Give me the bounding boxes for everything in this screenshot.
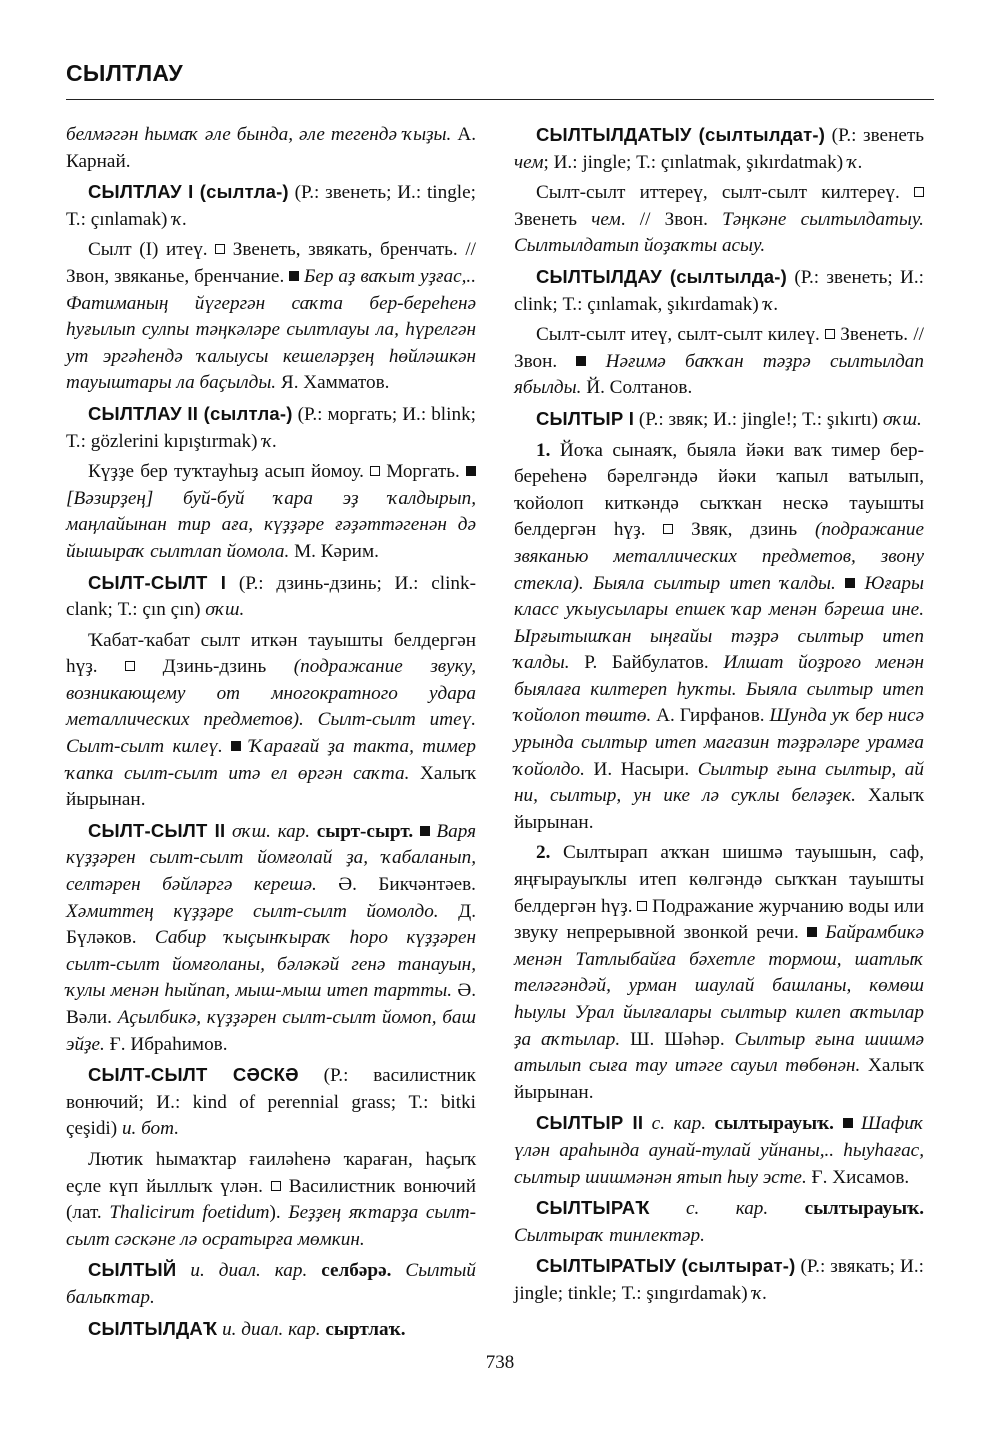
entry-text: [413, 821, 420, 842]
bold-reference: сырт-сырт.: [316, 820, 414, 842]
entry-text: Халыҡ йырынан.: [514, 1055, 924, 1103]
entry-text: Ғ. Ибраһимов.: [109, 1033, 228, 1055]
dictionary-entry: [514, 122, 924, 176]
italic-text: Варя күҙҙәрен сылт-сылт йомғолай ҙа, ҡабаланып, селтәрен бәйләргә керешә.: [66, 820, 476, 896]
headword: СЫЛТЫР II: [536, 1112, 644, 1134]
entry-text: [834, 1113, 843, 1134]
italic-text: Илшат йоҙроғо менән быялаға килтереп һуҡты. Быяла сылтыр итеп ҡойолоп төштө.: [514, 652, 924, 727]
dictionary-entry: [66, 122, 476, 175]
entry-text: Йоҡа сынаяҡ, быяла йәки ваҡ тимер бер-береһенә бәрелгәндә йәки ҡапыл ватылып, ҡойолоп киткәндә сыҡҡан нескә тауышты белдергән һүҙ.: [514, 439, 924, 541]
open-square-icon: [825, 329, 835, 339]
page-number: 738: [485, 1352, 515, 1373]
italic-text: Аҫылбикә, күҙҙәрен сылт-сылт йомоп, баш эйҙе.: [66, 1007, 476, 1055]
italic-text: чем: [514, 151, 544, 173]
italic-text: Бер аҙ ваҡыт уҙғас,.. Фатиманың йүгергән саҡта бер-береһенә һуғылып сулпы тәңкәләре сылтлауы ла, һүрелгән ут эргәһендә ҡалыусы кешеләрҙең һөйләшкән тауыштары ла баҫылды.: [66, 265, 476, 394]
dictionary-entry: [66, 1147, 476, 1253]
filled-square-icon: [807, 927, 817, 937]
entry-text: (Р.: звенеть; И.: clink; Т.: çınlamak, şıkırdamak): [514, 266, 924, 315]
italic-text: с. кар.: [649, 1198, 805, 1220]
entry-text: Подражание журчанию воды или звуку непрерывной звонкой речи.: [514, 895, 924, 944]
entry-text: Сылт-сылт иттереү, сылт-сылт килтереү.: [536, 182, 914, 204]
italic-text: ҡ.: [763, 293, 779, 315]
italic-text: ҡ.: [752, 1282, 768, 1304]
headword: СЫЛТЫРАҠ: [536, 1197, 650, 1219]
entry-text: Звяк, дзинь: [673, 519, 815, 541]
dictionary-entry: [66, 1316, 476, 1344]
open-square-icon: [663, 524, 673, 534]
headword: СЫЛТ-СЫЛТ II: [88, 819, 226, 841]
filled-square-icon: [466, 466, 476, 476]
italic-text: и. бот.: [121, 1118, 180, 1140]
entry-text: ; И.: jingle; Т.: çınlatmak, şıkırdatmak): [543, 151, 848, 173]
entry-text: . // Звон.: [620, 208, 723, 230]
entry-text: (Р.: звяк; И.: jingle!; Т.: şıkırtı): [634, 408, 883, 430]
entry-text: Я. Хамматов.: [280, 372, 390, 394]
headword: СЫЛТЫЛДАҠ: [88, 1317, 218, 1339]
dictionary-entry: [514, 406, 924, 434]
italic-text: и. диал. кар.: [217, 1318, 326, 1340]
headword: СЫЛТЛАУ II (сылтла-): [88, 402, 293, 424]
bold-reference: селбәрә.: [321, 1260, 392, 1282]
right-column: [514, 122, 924, 1312]
italic-text: Беҙҙең яҡтарҙа сылт-сылт сәскәне лә осратырға мөмкин.: [66, 1202, 476, 1250]
open-square-icon: [914, 187, 924, 197]
italic-text: Сылтыр ғына сылтыр, ай ни, сылтыр, ун ике лә суҡлы беләҙек.: [514, 758, 924, 807]
entry-text: Дзинь-дзинь: [135, 656, 294, 678]
open-square-icon: [215, 244, 225, 254]
italic-text: Сылтыраҡ тинлектәр.: [514, 1224, 705, 1246]
entry-text: Халыҡ йырынан.: [514, 785, 924, 833]
italic-text: Шафиҡ үлән араһында аунай-тулай уйнаны,.. һыуһағас, сылтыр шишмәнән ятып һыу эсте.: [514, 1113, 924, 1188]
dictionary-entry: [514, 322, 924, 402]
italic-text: (подражание звуку, возникающему от многократного удара металлических предметов). Сылт-сылт итеү. Сылт-сылт килеү.: [66, 656, 476, 758]
entry-text: Лютик һымаҡтар ғаиләһенә ҡараған, һаҫыҡ еҫле күп йыллыҡ үлән.: [66, 1148, 476, 1197]
entry-text: А. Гирфанов.: [656, 705, 770, 727]
dictionary-entry: [66, 401, 476, 455]
entry-text: Ш. Шәһәр.: [630, 1028, 735, 1050]
italic-text: Байрамбикә менән Татлыбайға бәхетле тормош, шатлыҡ теләгәндәй, урман шаулай башланы, көмөш һыулы Урал йылғалары сылтыр килеп аҡтылар ҙа аҡтылар.: [514, 922, 924, 1050]
italic-text: ҡ.: [172, 208, 188, 230]
headword: СЫЛТ-СЫЛТ I: [88, 571, 227, 593]
dictionary-entry: [514, 840, 924, 1106]
headword: СЫЛТ-СЫЛТ СӘСКӘ: [88, 1064, 299, 1086]
dictionary-entry: [66, 179, 476, 233]
headword: СЫЛТЫЙ: [88, 1259, 177, 1281]
filled-square-icon: [420, 826, 430, 836]
italic-text: Ҡарағай ҙа такта, тимер ҡапка сылт-сылт итә ел өргән саҡта.: [66, 736, 476, 784]
filled-square-icon: [845, 578, 855, 588]
italic-text: Сабир ҡыҫынҡыраҡ һоро күҙҙәрен сылт-сылт йомғоланы, бәләкәй генә танауын, ҡулы менән һыйпап, мыш-мыш итеп тартты.: [66, 927, 476, 1002]
running-head: СЫЛТЛАУ: [66, 60, 184, 86]
entry-text: Р. Байбулатов.: [584, 652, 724, 674]
bold-reference: сыртлаҡ.: [325, 1318, 406, 1340]
entry-text: (Р.: василистник вонючий; И.: kind of perennial grass; Т.: bitki çeşidi): [66, 1065, 477, 1140]
italic-text: чем: [591, 208, 621, 230]
entry-text: Ғ. Хисамов.: [811, 1166, 910, 1188]
italic-text: ҡ.: [262, 430, 278, 452]
italic-text: Тәңкәне сылтылдатыу. Сылтылдатып йоҙаҡты асыу.: [514, 208, 924, 257]
bold-reference: сылтырауыҡ.: [804, 1198, 924, 1220]
open-square-icon: [637, 901, 647, 911]
entry-text: Звенеть, звякать, бренчать. // Звон, звяканье, бренчание.: [66, 239, 476, 287]
entry-text: Ҡабат-ҡабат сылт иткән тауышты белдергән һүҙ.: [66, 629, 476, 678]
headword: СЫЛТЛАУ I (сылтла-): [88, 181, 289, 203]
italic-text: Нәғимә баҡҡан тәҙрә сылтылдап ябылды.: [514, 350, 924, 399]
headword: СЫЛТЫЛДАТЫУ (сылтылдат-): [536, 124, 826, 145]
italic-text: оҡш.: [205, 599, 245, 621]
entry-text: ).: [269, 1202, 289, 1224]
entry-text: Сылтырап аҡҡан шишмә тауышын, саф, яңғырауыҡлы итеп көлгәндә сыҡҡан тауышты белдергән һүҙ.: [514, 842, 924, 917]
entry-text: Звенеть: [514, 208, 592, 230]
filled-square-icon: [576, 356, 586, 366]
left-column: [66, 122, 476, 1347]
dictionary-entry: [66, 237, 476, 397]
headword: СЫЛТЫРАТЫУ (сылтырат-): [536, 1255, 796, 1277]
headword: СЫЛТЫР I: [536, 407, 635, 429]
italic-text: Сылтый балыҡтар.: [66, 1260, 476, 1308]
filled-square-icon: [843, 1118, 853, 1128]
dictionary-entry: [514, 1195, 924, 1249]
entry-text: Ә. Бикчәнтәев.: [338, 874, 476, 896]
open-square-icon: [125, 661, 135, 671]
italic-text: Шунда уҡ бер нисә урында сылтыр итеп магазин тәҙрәләре урамға ҡойолдо.: [514, 705, 924, 780]
entry-text: Сылт (I) итеү.: [88, 239, 216, 261]
entry-text: (Р.: звякать; И.: jingle; tinkle; Т.: şıngırdamak): [514, 1256, 924, 1304]
italic-text: с. кар.: [643, 1113, 715, 1135]
filled-square-icon: [289, 271, 299, 281]
entry-text: Звенеть. // Звон.: [514, 324, 924, 372]
dictionary-entry: [66, 1257, 476, 1311]
header-rule: [66, 99, 934, 100]
dictionary-entry: [514, 180, 924, 260]
bold-reference: 2.: [536, 842, 551, 864]
dictionary-entry: [66, 818, 476, 1058]
open-square-icon: [370, 466, 380, 476]
dictionary-entry: [514, 1110, 924, 1191]
entry-text: Василистник вонючий (лат.: [66, 1175, 476, 1224]
dictionary-entry: [66, 570, 476, 624]
entry-text: (Р.: звенеть; И.: tingle; Т.: çınlamak): [66, 182, 476, 230]
italic-text: (подражание звяканью металлических предметов, звону стекла). Быяла сылтыр итеп ҡалды.: [514, 519, 924, 594]
dictionary-entry: [66, 459, 476, 565]
italic-text: и. диал. кар.: [176, 1260, 322, 1282]
headword: СЫЛТЫЛДАУ (сылтылда-): [536, 265, 788, 287]
entry-text: И. Насыри.: [593, 758, 698, 780]
entry-text: А. Карнай.: [66, 124, 476, 172]
italic-text: ҡ.: [847, 151, 863, 173]
italic-text: оҡш. кар.: [225, 820, 317, 842]
entry-text: М. Кәрим.: [294, 540, 379, 562]
italic-text: [Вәзирҙең] буй-буй ҡара эҙ ҡалдырып, маңлайынан тир аға, күҙҙәре ғәҙәттәгенән дә йышыраҡ сылтлап йомола.: [66, 487, 476, 562]
entry-text: Күҙҙе бер туҡтауһыҙ асып йомоу.: [88, 461, 371, 483]
entry-text: Моргать.: [380, 461, 466, 483]
entry-text: Сылт-сылт итеү, сылт-сылт килеү.: [536, 324, 826, 346]
bold-reference: 1.: [536, 439, 551, 461]
dictionary-entry: [514, 1253, 924, 1307]
entry-text: (Р.: звенеть: [825, 125, 924, 146]
entry-text: Й. Солтанов.: [586, 377, 693, 399]
dictionary-entry: [514, 264, 924, 318]
entry-text: Ә. Вәли.: [66, 980, 476, 1028]
dictionary-entry: [514, 438, 924, 837]
dictionary-entry: [66, 628, 476, 814]
entry-text: (Р.: дзинь-дзинь; И.: clink-clank; Т.: çın çın): [66, 572, 476, 621]
open-square-icon: [271, 1181, 281, 1191]
entry-text: Д. Бүләков.: [66, 900, 476, 949]
italic-text: белмәгән һымаҡ әле бында, әле тегендә ҡыҙы.: [66, 124, 458, 145]
dictionary-entry: [66, 1062, 476, 1143]
italic-text: Хәмиттең күҙҙәре сылт-сылт йомолдо.: [66, 900, 459, 922]
italic-text: Юғары класс уҡыусылары епшек ҡар менән бәреша ине. Ырғытышҡан ыңғайы тәҙрә сылтыр итеп ҡалды.: [514, 572, 924, 674]
italic-text: Thalicirum foetidum: [109, 1202, 270, 1224]
entry-text: (Р.: моргать; И.: blink; Т.: gözlerini kıpıştırmak): [66, 403, 476, 452]
entry-text: Халыҡ йырынан.: [66, 762, 476, 811]
bold-reference: сылтырауыҡ.: [714, 1113, 834, 1135]
italic-text: оҡш.: [882, 408, 922, 430]
italic-text: Сылтыр ғына шишмә атылып сыға тау итәге сауыл төбөнән.: [514, 1028, 924, 1077]
filled-square-icon: [231, 741, 241, 751]
